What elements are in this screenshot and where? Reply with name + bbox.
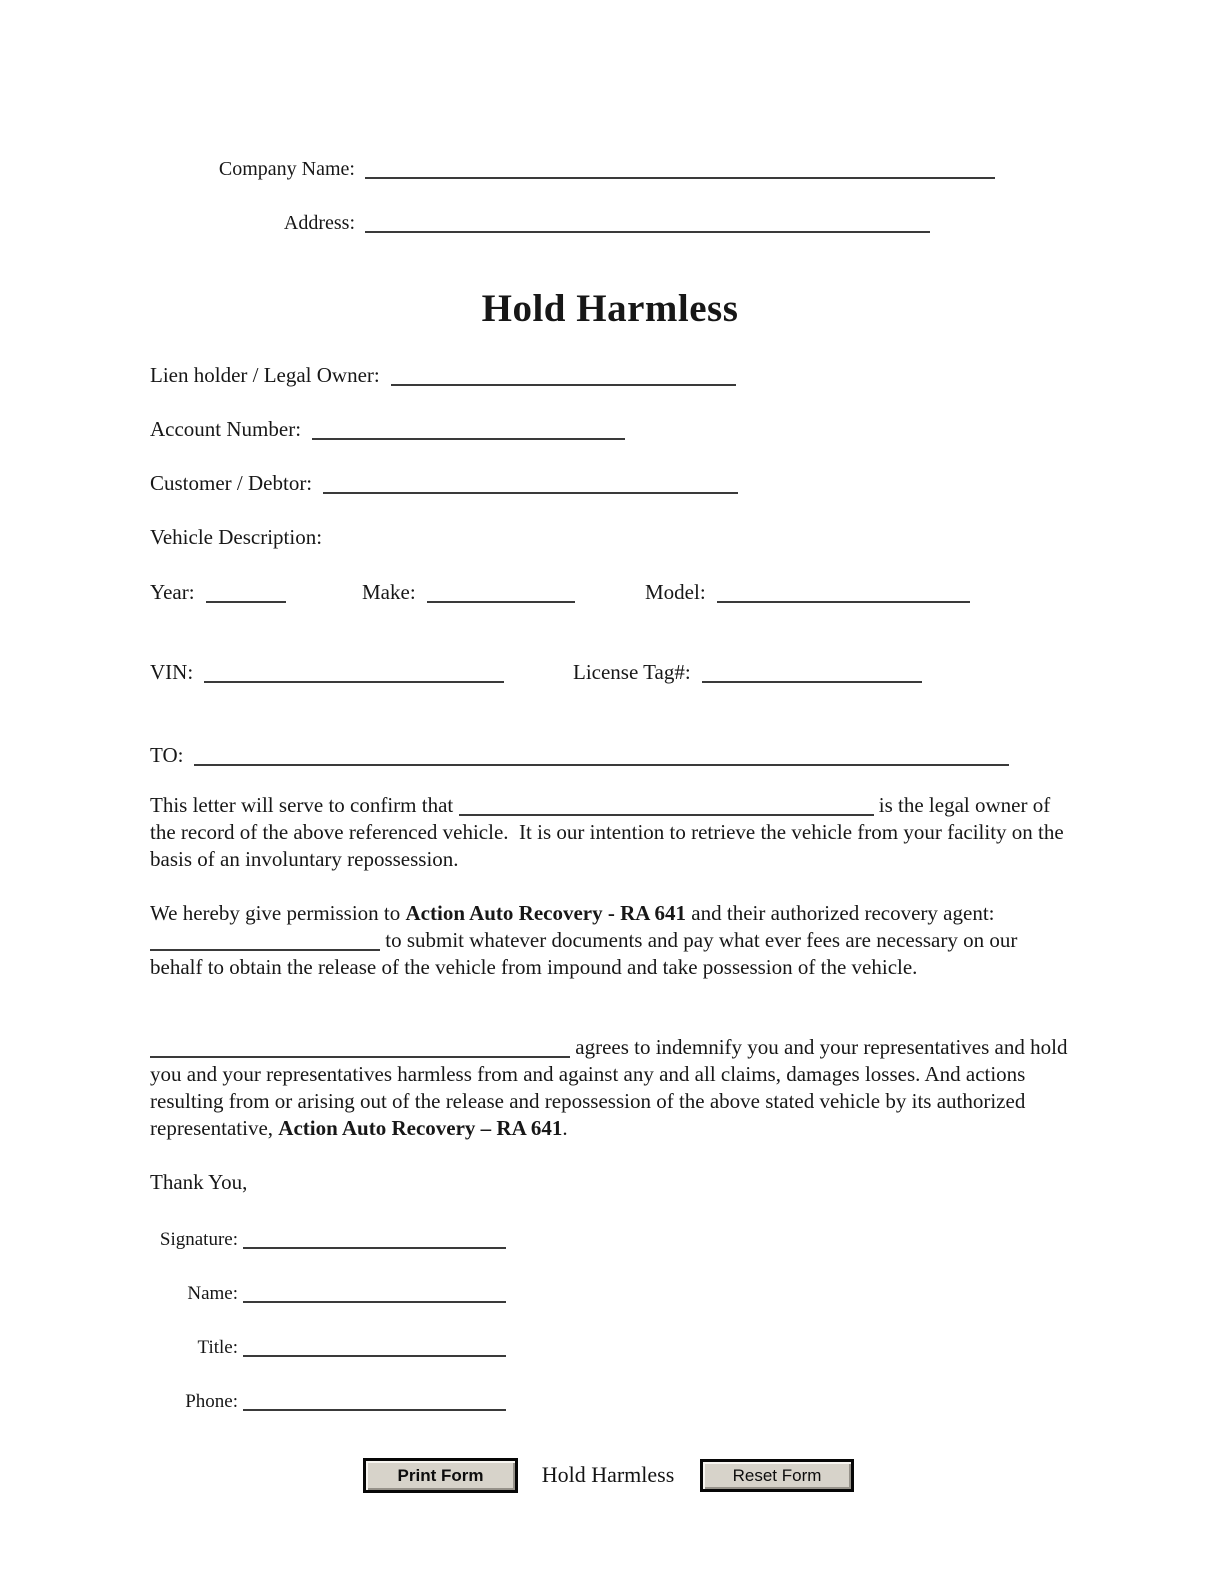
address-field[interactable] xyxy=(365,217,930,233)
customer-debtor-field[interactable] xyxy=(323,478,738,494)
lien-holder-field[interactable] xyxy=(391,370,736,386)
title-row xyxy=(150,1337,506,1359)
model-field[interactable] xyxy=(717,587,970,603)
company-name-field[interactable] xyxy=(365,163,995,179)
print-form-button[interactable]: Print Form xyxy=(363,1458,518,1493)
paragraph-indemnify-text-2: . xyxy=(562,1116,568,1140)
vin-label: VIN: xyxy=(150,660,194,684)
phone-field[interactable] xyxy=(243,1395,506,1411)
vin-group xyxy=(150,660,504,685)
license-tag-group xyxy=(573,660,922,685)
name-field[interactable] xyxy=(243,1287,506,1303)
to-row xyxy=(150,743,1009,768)
license-tag-field[interactable] xyxy=(702,667,922,683)
reset-form-button[interactable]: Reset Form xyxy=(700,1459,854,1492)
make-group xyxy=(362,580,575,605)
name-row xyxy=(150,1283,506,1305)
phone-row xyxy=(150,1391,506,1413)
vehicle-description-row xyxy=(150,525,322,550)
lien-holder-row xyxy=(150,363,736,388)
model-label: Model: xyxy=(645,580,706,604)
indemnifier-blank-field[interactable] xyxy=(150,1042,570,1058)
legal-owner-blank-field[interactable] xyxy=(459,800,874,816)
title-label: Title: xyxy=(197,1337,238,1358)
paragraph-indemnify-text-1: agrees to indemnify you and your representatives and hold you and your representatives harmless from and against any and all claims, damages losses. And actions resulting from or arising out of the release and repossession of the above stated vehicle by its authorized representative, xyxy=(150,1035,1068,1140)
year-group xyxy=(150,580,286,605)
paragraph-permission-text-3: to submit whatever documents and pay what ever fees are necessary on our behalf to obtain the release of the vehicle from impound and take possession of the vehicle. xyxy=(150,928,1018,979)
make-field[interactable] xyxy=(427,587,575,603)
signature-row xyxy=(150,1229,506,1251)
page-title: Hold Harmless xyxy=(481,287,739,330)
customer-debtor-row xyxy=(150,471,738,496)
paragraph-confirm xyxy=(150,792,1075,873)
account-number-field[interactable] xyxy=(312,424,625,440)
customer-debtor-label: Customer / Debtor: xyxy=(150,471,313,495)
thank-you-text: Thank You, xyxy=(150,1170,248,1194)
vehicle-description-label: Vehicle Description: xyxy=(150,525,323,549)
account-number-row xyxy=(150,417,625,442)
name-label: Name: xyxy=(187,1283,238,1304)
signature-field[interactable] xyxy=(243,1233,506,1249)
paragraph-indemnify xyxy=(150,1034,1075,1142)
signature-label: Signature: xyxy=(159,1229,238,1250)
paragraph-confirm-text-2: is the legal owner of the record of the above referenced vehicle. It is our intention to retrieve the vehicle from your facility on the basis of an involuntary repossession. xyxy=(150,793,1064,871)
account-number-label: Account Number: xyxy=(150,417,302,441)
vin-field[interactable] xyxy=(204,667,504,683)
paragraph-permission xyxy=(150,900,1075,981)
address-row xyxy=(150,212,930,235)
address-label: Address: xyxy=(283,212,355,234)
title-field[interactable] xyxy=(243,1341,506,1357)
year-label: Year: xyxy=(150,580,195,604)
to-label: TO: xyxy=(150,743,184,767)
paragraph-permission-text-1: We hereby give permission to xyxy=(150,901,401,925)
make-label: Make: xyxy=(362,580,416,604)
paragraph-indemnify-company-bold: Action Auto Recovery – RA 641 xyxy=(278,1116,563,1140)
to-field[interactable] xyxy=(194,750,1009,766)
license-tag-label: License Tag#: xyxy=(573,660,691,684)
recovery-agent-blank-field[interactable] xyxy=(150,935,380,951)
year-field[interactable] xyxy=(206,587,286,603)
company-name-row xyxy=(150,158,995,181)
paragraph-permission-text-2: and their authorized recovery agent: xyxy=(691,901,995,925)
thank-you-row xyxy=(150,1170,247,1195)
paragraph-confirm-text-1: This letter will serve to confirm that xyxy=(150,793,454,817)
lien-holder-label: Lien holder / Legal Owner: xyxy=(150,363,380,387)
model-group xyxy=(645,580,970,605)
footer-form-title: Hold Harmless xyxy=(541,1462,675,1487)
paragraph-permission-company-bold: Action Auto Recovery - RA 641 xyxy=(405,901,687,925)
phone-label: Phone: xyxy=(185,1391,238,1412)
company-name-label: Company Name: xyxy=(218,158,355,180)
